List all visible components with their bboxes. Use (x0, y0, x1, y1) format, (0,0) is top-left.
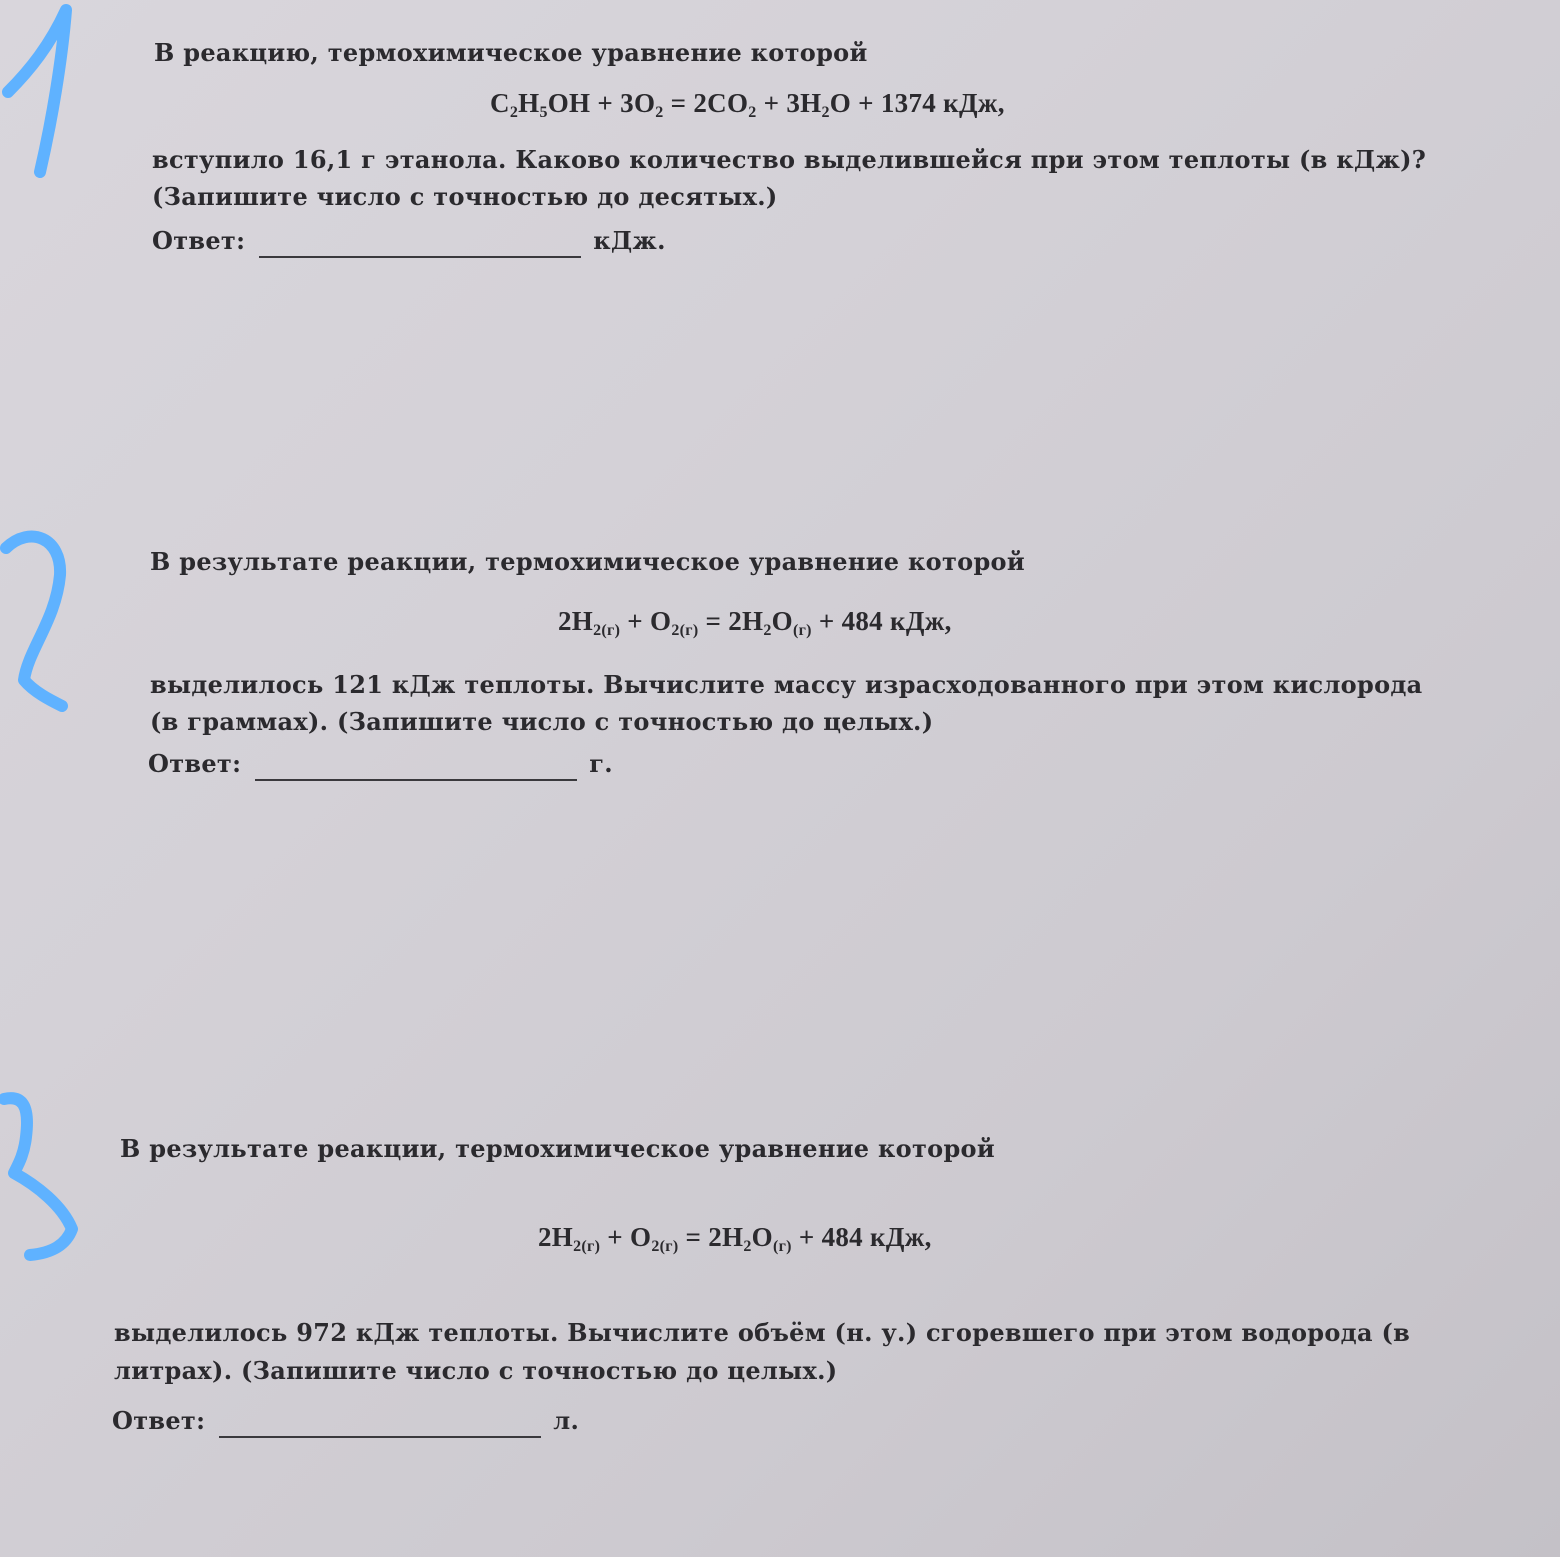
problem-3-equation: $2H_{2(г)} + O_{2(г)} = 2H_2O_{(г)} + 484$ кДж, (538, 1222, 932, 1255)
problem-3-text-line-2: литрах). (Запишите число с точностью до целых.) (114, 1356, 838, 1385)
problem-3-answer-row (112, 1404, 579, 1438)
answer-label: Ответ: (112, 1406, 206, 1435)
answer-unit: л. (553, 1406, 580, 1435)
problem-1-text-line-2: (Запишите число с точностью до десятых.) (152, 182, 778, 211)
problem-2-text-line-1: выделилось 121 кДж теплоты. Вычислите массу израсходованного при этом кислорода (150, 670, 1423, 699)
problem-1-text-line-1: вступило 16,1 г этанола. Каково количество выделившейся при этом теплоты (в кДж)? (152, 145, 1427, 174)
answer-label: Ответ: (148, 749, 242, 778)
answer-unit: г. (589, 749, 613, 778)
problem-2-text-line-2: (в граммах). (Запишите число с точностью до целых.) (150, 707, 934, 736)
problem-3-text-line-1: выделилось 972 кДж теплоты. Вычислите объём (н. у.) сгоревшего при этом водорода (в (114, 1318, 1411, 1347)
answer-blank[interactable] (219, 1410, 541, 1438)
problem-1-equation: $C_2H_5OH + 3O_2 = 2CO_2 + 3H_2O + 1374$ кДж, (490, 88, 1005, 121)
problem-1-intro: В реакцию, термохимическое уравнение которой (154, 38, 868, 67)
problem-3-intro: В результате реакции, термохимическое уравнение которой (120, 1134, 995, 1163)
problem-2-equation: $2H_{2(г)} + O_{2(г)} = 2H_2O_{(г)} + 484$ кДж, (558, 606, 952, 639)
answer-label: Ответ: (152, 226, 246, 255)
answer-unit: кДж. (593, 226, 666, 255)
problem-2-intro: В результате реакции, термохимическое уравнение которой (150, 547, 1025, 576)
